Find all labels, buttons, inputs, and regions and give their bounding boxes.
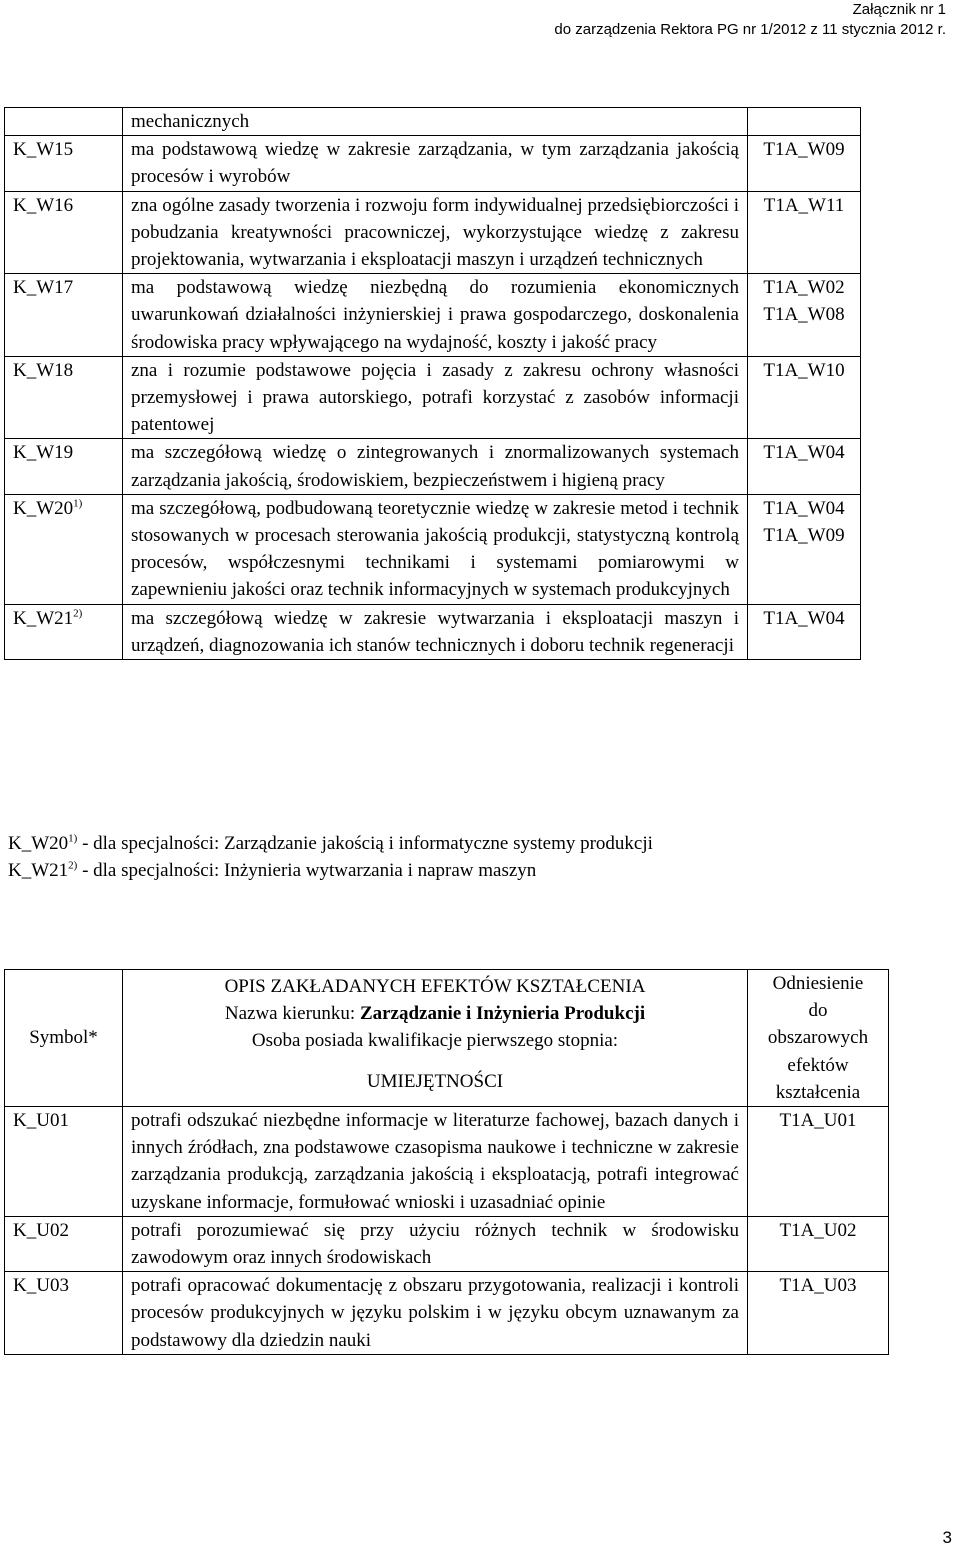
decree-reference: do zarządzenia Rektora PG nr 1/2012 z 11 stycznia 2012 r. bbox=[554, 21, 946, 38]
outcomes-title: OPIS ZAKŁADANYCH EFEKTÓW KSZTAŁCENIA bbox=[224, 975, 646, 997]
skills-outcomes-table bbox=[4, 969, 889, 1355]
table-row bbox=[5, 1272, 889, 1355]
table-row bbox=[5, 604, 861, 659]
symbol-cell bbox=[5, 191, 123, 274]
symbol-cell bbox=[5, 1272, 123, 1355]
reference-header: Odniesienie do obszarowych efektów kształcenia bbox=[748, 970, 889, 1107]
symbol-text: K_W21 bbox=[13, 607, 74, 629]
footnote-text: - dla specjalności: Inżynieria wytwarzania i napraw maszyn bbox=[77, 860, 537, 881]
symbol-header: Symbol* bbox=[5, 970, 123, 1107]
symbol-cell bbox=[5, 356, 123, 439]
description-cell: ma szczegółową wiedzę w zakresie wytwarzania i eksploatacji maszyn i urządzeń, diagnozowania ich stanów technicznych i doboru technik regeneracji bbox=[123, 604, 748, 659]
symbol-cell bbox=[5, 1107, 123, 1217]
field-name: Zarządzanie i Inżynieria Produkcji bbox=[359, 1002, 646, 1024]
footnote-symbol: K_W20 bbox=[8, 833, 69, 854]
reference-cell: T1A_U02 bbox=[748, 1216, 889, 1271]
symbol-text: K_W17 bbox=[13, 277, 74, 299]
symbol-text: K_W20 bbox=[13, 497, 74, 519]
reference-cell: T1A_W04 bbox=[748, 604, 861, 659]
table-row bbox=[5, 136, 861, 191]
footnote bbox=[8, 830, 653, 857]
description-cell: potrafi porozumiewać się przy użyciu różnych technik w środowisku zawodowym oraz innych środowiskach bbox=[123, 1216, 748, 1271]
description-cell: mechanicznych bbox=[123, 108, 748, 136]
symbol-text: K_W18 bbox=[13, 359, 74, 381]
reference-cell: T1A_U01 bbox=[748, 1107, 889, 1217]
description-cell: zna ogólne zasady tworzenia i rozwoju form indywidualnej przedsiębiorczości i pobudzania kreatywności pracowniczej, wykorzystujące wiedzę z zakresu projektowania, wytwarzania i eksploatacji maszyn i urządzeń technicznych bbox=[123, 191, 748, 274]
footnote-marker: 1) bbox=[68, 832, 78, 845]
table-row bbox=[5, 1107, 889, 1217]
table-header-row bbox=[5, 970, 889, 1107]
reference-cell bbox=[748, 108, 861, 136]
symbol-cell bbox=[5, 1216, 123, 1271]
page-number: 3 bbox=[942, 1528, 952, 1547]
symbol-cell bbox=[5, 136, 123, 191]
reference-cell: T1A_W04 T1A_W09 bbox=[748, 494, 861, 604]
description-cell: ma szczegółową, podbudowaną teoretycznie wiedzę w zakresie metod i technik stosowanych w procesach sterowania jakością produkcji, statystyczną kontrolą procesów, współczesnymi technikami i systemami pomiarowymi w zapewnieniu jakości oraz technik informacyjnych w systemach produkcyjnych bbox=[123, 494, 748, 604]
category-label: UMIEJĘTNOŚCI bbox=[366, 1071, 504, 1093]
qualification-level: Osoba posiada kwalifikacje pierwszego stopnia: bbox=[251, 1030, 619, 1051]
footnote-symbol: K_W21 bbox=[8, 860, 69, 881]
reference-cell: T1A_W04 bbox=[748, 439, 861, 494]
description-cell: potrafi odszukać niezbędne informacje w literaturze fachowej, bazach danych i innych źródłach, zna podstawowe czasopisma naukowe i techniczne w zakresie zarządzania produkcją, zarządzania jakością i eksploatacją, potrafi integrować uzyskane informacje, formułować wnioski i uzasadniać opinie bbox=[123, 1107, 748, 1217]
symbol-cell bbox=[5, 274, 123, 357]
description-cell: ma szczegółową wiedzę o zintegrowanych i znormalizowanych systemach zarządzania jakością, środowiskiem, bezpieczeństwem i higieną pracy bbox=[123, 439, 748, 494]
symbol-cell bbox=[5, 439, 123, 494]
attachment-label: Załącznik nr 1 bbox=[852, 1, 946, 18]
symbol-text: K_W19 bbox=[13, 442, 74, 464]
symbol-text: K_U02 bbox=[13, 1219, 69, 1241]
table-row bbox=[5, 356, 861, 439]
table-row bbox=[5, 191, 861, 274]
reference-cell: T1A_W11 bbox=[748, 191, 861, 274]
footnote-marker: 2) bbox=[73, 607, 83, 620]
symbol-text: K_U01 bbox=[13, 1110, 69, 1132]
knowledge-outcomes-table bbox=[4, 107, 861, 660]
footnote-marker: 2) bbox=[68, 859, 78, 872]
table-row bbox=[5, 494, 861, 604]
description-cell: zna i rozumie podstawowe pojęcia i zasady z zakresu ochrony własności przemysłowej i prawa autorskiego, potrafi korzystać z zasobów informacji patentowej bbox=[123, 356, 748, 439]
table-row bbox=[5, 108, 861, 136]
document-header bbox=[554, 0, 946, 40]
footnote-text: - dla specjalności: Zarządzanie jakością i informatyczne systemy produkcji bbox=[77, 833, 653, 854]
table-row bbox=[5, 1216, 889, 1271]
symbol-text: K_W16 bbox=[13, 194, 74, 216]
description-cell: ma podstawową wiedzę w zakresie zarządzania, w tym zarządzania jakością procesów i wyrobów bbox=[123, 136, 748, 191]
symbol-text: K_W15 bbox=[13, 139, 74, 161]
table-row bbox=[5, 439, 861, 494]
footnote-marker: 1) bbox=[73, 497, 83, 510]
symbol-cell bbox=[5, 604, 123, 659]
field-label: Nazwa kierunku: bbox=[224, 1002, 360, 1024]
reference-cell: T1A_W10 bbox=[748, 356, 861, 439]
symbol-text: K_U03 bbox=[13, 1275, 69, 1297]
reference-cell: T1A_W02 T1A_W08 bbox=[748, 274, 861, 357]
reference-cell: T1A_W09 bbox=[748, 136, 861, 191]
symbol-cell bbox=[5, 108, 123, 136]
table-row bbox=[5, 274, 861, 357]
description-cell: potrafi opracować dokumentację z obszaru przygotowania, realizacji i kontroli procesów produkcyjnych w języku polskim i w języku obcym uznawanym za podstawowy dla dziedzin nauki bbox=[123, 1272, 748, 1355]
description-header bbox=[123, 970, 748, 1107]
reference-cell: T1A_U03 bbox=[748, 1272, 889, 1355]
symbol-cell bbox=[5, 494, 123, 604]
field-of-study bbox=[131, 1000, 739, 1027]
description-cell: ma podstawową wiedzę niezbędną do rozumienia ekonomicznych uwarunkowań działalności inżynierskiej i prawa gospodarczego, doskonalenia środowiska pracy wpływającego na wydajność, koszty i jakość pracy bbox=[123, 274, 748, 357]
footnote bbox=[8, 857, 536, 884]
